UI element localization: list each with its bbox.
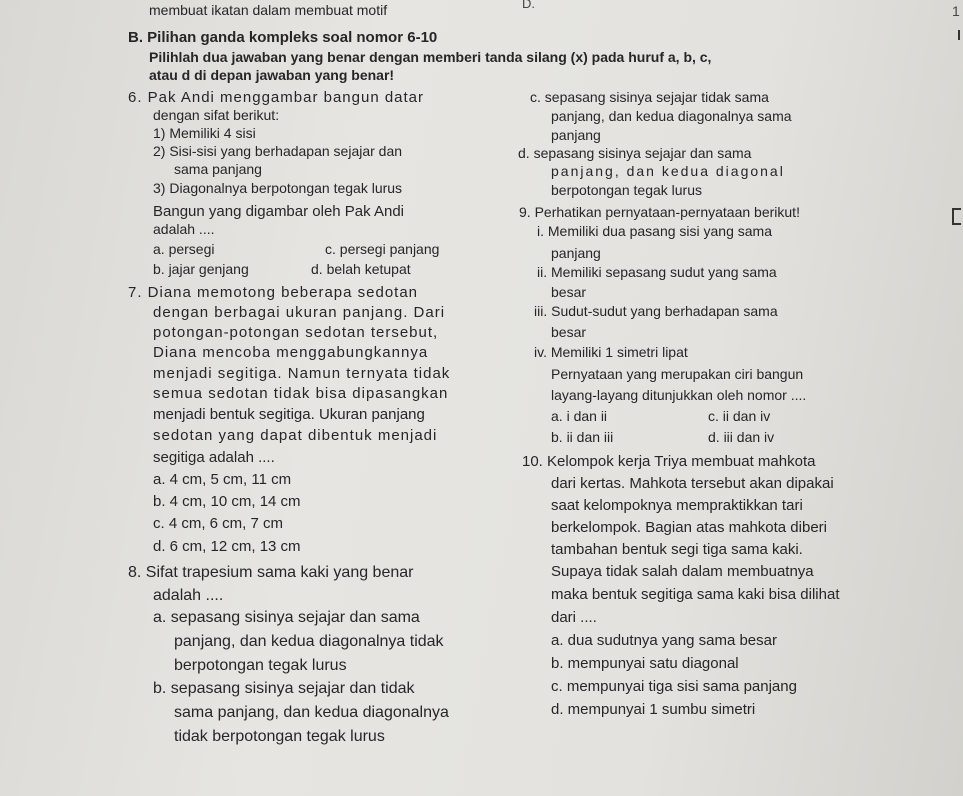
q9-statement-iii-line-2: besar	[551, 324, 587, 340]
section-instruction-1: Pilihlah dua jawaban yang benar dengan memberi tanda silang (x) pada huruf a, b, c,	[149, 49, 712, 65]
q8-option-c-line-2: panjang, dan kedua diagonalnya sama	[551, 108, 792, 124]
q7-line-4: Diana mencoba menggabungkannya	[153, 344, 429, 361]
q9-statement-i-line-2: panjang	[551, 245, 601, 261]
q9-option-a[interactable]: a. i dan ii	[551, 408, 608, 424]
q9-statement-iii-line-1: iii. Sudut-sudut yang berhadapan sama	[534, 303, 778, 319]
q9-statement-iv: iv. Memiliki 1 simetri lipat	[534, 344, 688, 360]
q8-option-a-line-1[interactable]: a. sepasang sisinya sejajar dan sama	[153, 609, 420, 626]
q9-statement-i-line-1: i. Memiliki dua pasang sisi yang sama	[537, 223, 772, 239]
q6-line-1: 6. Pak Andi menggambar bangun datar	[128, 89, 425, 106]
q8-option-d-line-2: panjang, dan kedua diagonal	[551, 163, 785, 179]
q10-option-a[interactable]: a. dua sudutnya yang sama besar	[551, 632, 777, 649]
q10-line-5: tambahan bentuk segi tiga sama kaki.	[551, 541, 803, 558]
edge-tick-mark	[958, 30, 960, 40]
q6-option-a[interactable]: a. persegi	[153, 241, 215, 257]
q7-line-1: 7. Diana memotong beberapa sedotan	[128, 284, 419, 301]
q9-stem-line-2: layang-layang ditunjukkan oleh nomor ....	[551, 387, 807, 403]
q9-line-1: 9. Perhatikan pernyataan-pernyataan berikut!	[519, 204, 800, 220]
q10-option-c[interactable]: c. mempunyai tiga sisi sama panjang	[551, 678, 797, 695]
q6-option-c[interactable]: c. persegi panjang	[325, 241, 440, 257]
q6-line-3: 1) Memiliki 4 sisi	[153, 125, 256, 141]
top-right-fragment: D.	[522, 0, 535, 11]
q7-option-a[interactable]: a. 4 cm, 5 cm, 11 cm	[153, 471, 292, 488]
q9-statement-ii-line-1: ii. Memiliki sepasang sudut yang sama	[537, 264, 777, 280]
q8-option-a-line-2: panjang, dan kedua diagonalnya tidak	[174, 633, 444, 650]
q8-option-d-line-1[interactable]: d. sepasang sisinya sejajar dan sama	[518, 145, 752, 161]
q8-option-b-line-1[interactable]: b. sepasang sisinya sejajar dan tidak	[153, 680, 415, 697]
section-instruction-2: atau d di depan jawaban yang benar!	[149, 67, 395, 83]
page-mark: 1	[952, 3, 960, 19]
top-line: membuat ikatan dalam membuat motif	[149, 2, 388, 18]
q10-line-6: Supaya tidak salah dalam membuatnya	[551, 563, 814, 580]
q6-line-6: 3) Diagonalnya berpotongan tegak lurus	[153, 180, 403, 196]
q8-option-b-line-2: sama panjang, dan kedua diagonalnya	[174, 704, 449, 721]
q8-option-b-line-3: tidak berpotongan tegak lurus	[174, 728, 385, 745]
q9-option-d[interactable]: d. iii dan iv	[708, 429, 775, 445]
q10-line-2: dari kertas. Mahkota tersebut akan dipakai	[551, 475, 834, 492]
q10-line-4: berkelompok. Bagian atas mahkota diberi	[551, 519, 827, 536]
q7-option-d[interactable]: d. 6 cm, 12 cm, 13 cm	[153, 538, 301, 555]
q6-option-b[interactable]: b. jajar genjang	[153, 261, 249, 277]
q9-stem-line-1: Pernyataan yang merupakan ciri bangun	[551, 366, 804, 382]
q8-option-c-line-3: panjang	[551, 127, 601, 143]
q8-option-c-line-1[interactable]: c. sepasang sisinya sejajar tidak sama	[530, 89, 769, 105]
edge-bracket-mark	[952, 208, 961, 225]
q6-line-7: Bangun yang digambar oleh Pak Andi	[153, 203, 405, 220]
q8-option-a-line-3: berpotongan tegak lurus	[174, 657, 347, 674]
q6-option-d[interactable]: d. belah ketupat	[311, 261, 411, 277]
q7-line-7: menjadi bentuk segitiga. Ukuran panjang	[153, 406, 425, 423]
q6-line-8: adalah ....	[153, 221, 215, 237]
q10-option-b[interactable]: b. mempunyai satu diagonal	[551, 655, 739, 672]
q7-line-6: semua sedotan tidak bisa dipasangkan	[153, 385, 449, 402]
section-title: B. Pilihan ganda kompleks soal nomor 6-10	[128, 29, 438, 46]
q6-line-5: sama panjang	[174, 161, 262, 177]
q10-line-7: maka bentuk segitiga sama kaki bisa dilihat	[551, 586, 840, 603]
q7-line-3: potongan-potongan sedotan tersebut,	[153, 324, 439, 341]
q7-option-c[interactable]: c. 4 cm, 6 cm, 7 cm	[153, 515, 284, 532]
q10-line-8: dari ....	[551, 609, 597, 626]
q6-line-4: 2) Sisi-sisi yang berhadapan sejajar dan	[153, 143, 403, 159]
q10-option-d[interactable]: d. mempunyai 1 sumbu simetri	[551, 701, 756, 718]
q10-line-3: saat kelompoknya mempraktikkan tari	[551, 497, 803, 514]
q9-option-b[interactable]: b. ii dan iii	[551, 429, 614, 445]
q6-line-2: dengan sifat berikut:	[153, 107, 280, 123]
q7-option-b[interactable]: b. 4 cm, 10 cm, 14 cm	[153, 493, 301, 510]
q8-line-2: adalah ....	[153, 587, 224, 604]
q7-line-8: sedotan yang dapat dibentuk menjadi	[153, 427, 438, 444]
q8-option-d-line-3: berpotongan tegak lurus	[551, 182, 702, 198]
q10-line-1: 10. Kelompok kerja Triya membuat mahkota	[522, 453, 816, 470]
q7-line-5: menjadi segitiga. Namun ternyata tidak	[153, 365, 451, 382]
q9-statement-ii-line-2: besar	[551, 284, 587, 300]
q7-line-9: segitiga adalah ....	[153, 449, 275, 466]
q9-option-c[interactable]: c. ii dan iv	[708, 408, 771, 424]
q8-line-1: 8. Sifat trapesium sama kaki yang benar	[128, 564, 414, 581]
q7-line-2: dengan berbagai ukuran panjang. Dari	[153, 304, 446, 321]
